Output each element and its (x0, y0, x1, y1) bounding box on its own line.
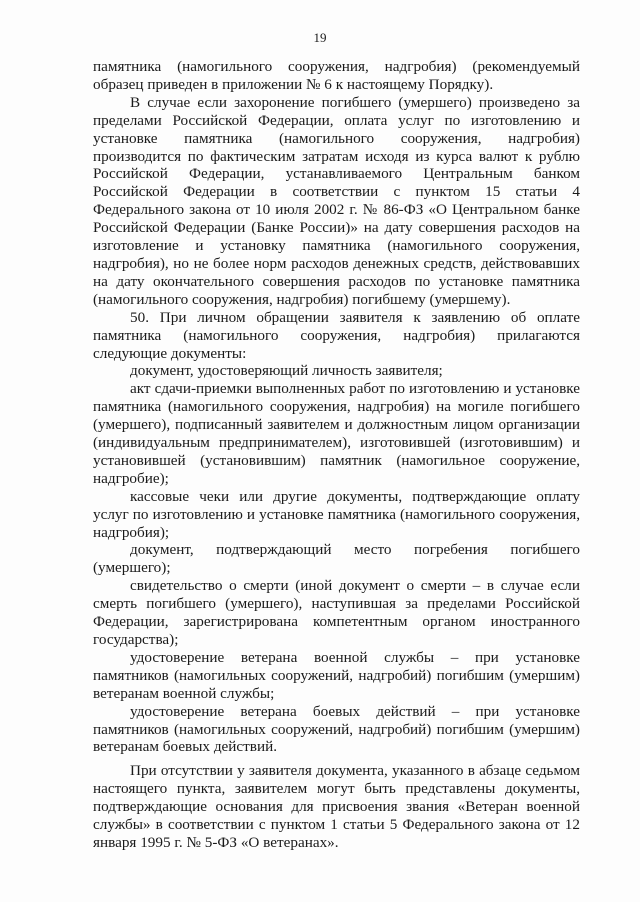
document-body (93, 58, 580, 852)
list-item-burial-place-document: документ, подтверждающий место погребения погибшего (умершего); (93, 541, 580, 577)
list-item-identity-document: документ, удостоверяющий личность заявителя; (130, 362, 443, 380)
list-item-military-veteran-certificate: удостоверение ветерана военной службы – при установке памятников (намогильных сооружений, надгробий) погибшим (умершим) ветеранам военной службы; (93, 648, 580, 702)
list-item-cash-receipts: кассовые чеки или другие документы, подтверждающие оплату услуг по изготовлению и установке памятника (намогильного сооружения, надгробия); (93, 487, 580, 541)
list-item-combat-veteran-certificate: удостоверение ветерана боевых действий – при установке памятников (намогильных сооружений, надгробий) погибшим (умершим) ветеранам боевых действий. (93, 702, 580, 756)
paragraph-foreign-burial-payment: В случае если захоронение погибшего (умершего) произведено за пределами Российской Федерации, оплата услуг по изготовлению и установке памятника (намогильного сооружения, надгробия) производится по фактическим затратам исходя из курса валют к рублю Российской Федерации, устанавливаемого Центральным банком Российской Федерации в соответствии с пунктом 15 статьи 4 Федерального закона от 10 июля 2002 г. № 86-ФЗ «О Центральном банке Российской Федерации (Банке России)» на дату совершения расходов на изготовление и установку памятника (намогильного сооружения, надгробия), но не более норм расходов денежных средств, действовавших на дату окончательного совершения расходов по установке памятника (намогильного сооружения, надгробия) погибшему (умершему). (93, 93, 580, 308)
paragraph-continuation: памятника (намогильного сооружения, надгробия) (рекомендуемый образец приведен в приложении № 6 к настоящему Порядку). (93, 58, 580, 93)
list-item-death-certificate: свидетельство о смерти (иной документ о смерти – в случае если смерть погибшего (умершего), наступившая за пределами Российской Федерации, зарегистрирована компетентным органом иностранного государства); (93, 577, 580, 648)
list-item-acceptance-act: акт сдачи-приемки выполненных работ по изготовлению и установке памятника (намогильного сооружения, надгробия) на могиле погибшего (умершего), подписанный заявителем и должностным лицом организации (индивидуальным предпринимателем), изготовившей (изготовившим) и установившей (установившим) памятник (намогильное сооружение, надгробие); (93, 380, 580, 487)
paragraph-item-50: 50. При личном обращении заявителя к заявлению об оплате памятника (намогильного сооружения, надгробия) прилагаются следующие документы: (93, 308, 580, 362)
page-number: 19 (313, 30, 327, 45)
paragraph-absent-document: При отсутствии у заявителя документа, указанного в абзаце седьмом настоящего пункта, заявителем могут быть представлены документы, подтверждающие основания для присвоения звания «Ветеран военной службы» в соответствии с пунктом 1 статьи 5 Федерального закона от 12 января 1995 г. № 5-ФЗ «О ветеранах». (93, 762, 580, 851)
